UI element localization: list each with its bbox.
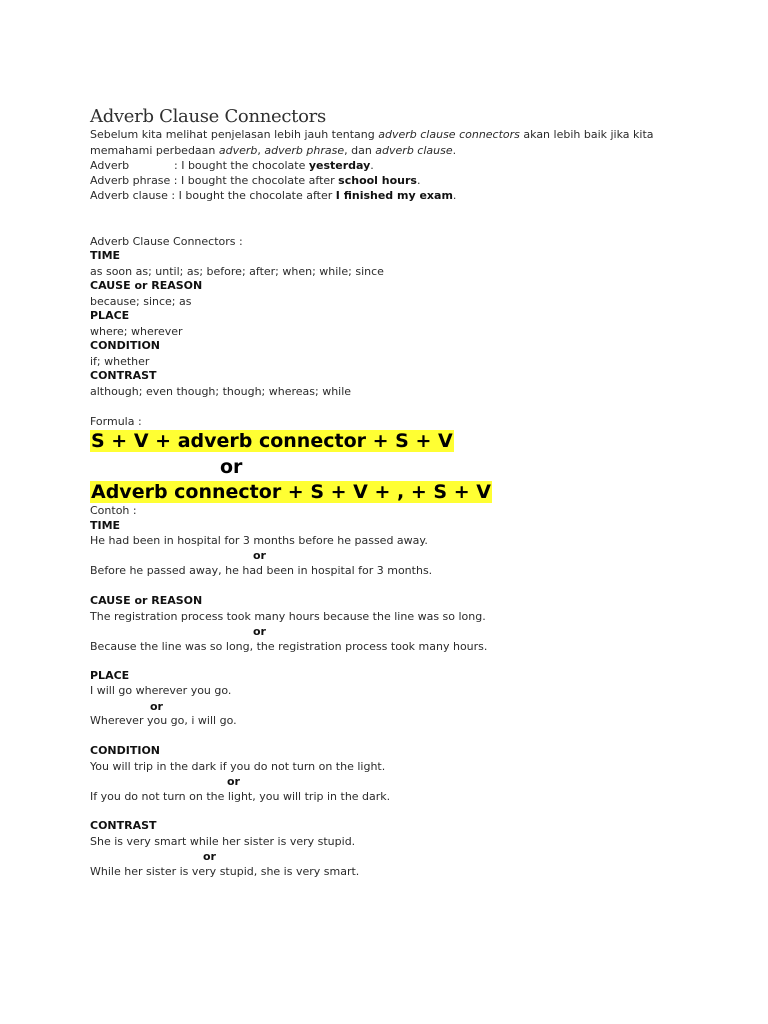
def-text: : I bought the chocolate <box>174 159 309 172</box>
example-s1-condition: You will trip in the dark if you do not turn on the light. <box>90 760 386 773</box>
example-s1-place: I will go wherever you go. <box>90 684 232 697</box>
intro-term: adverb clause connectors <box>378 128 520 141</box>
example-name-cause: CAUSE or REASON <box>90 594 203 607</box>
intro-line-2 <box>90 143 456 158</box>
example-s1-contrast: She is very smart while her sister is very stupid. <box>90 835 356 848</box>
connectors-heading: Adverb Clause Connectors : <box>90 235 243 248</box>
def-highlight: school hours <box>338 174 417 187</box>
def-text: . <box>452 189 457 202</box>
group-items-cause: because; since; as <box>90 295 192 308</box>
def-adverb-phrase <box>90 173 420 188</box>
intro-line-1 <box>90 127 654 142</box>
def-text: . <box>416 174 421 187</box>
intro-text: , dan <box>344 144 376 157</box>
group-items-time: as soon as; until; as; before; after; when; while; since <box>90 265 384 278</box>
def-label: Adverb <box>90 159 130 172</box>
formula-2 <box>90 480 492 504</box>
example-name-contrast: CONTRAST <box>90 819 157 832</box>
intro-text: Sebelum kita melihat penjelasan lebih jauh tentang <box>90 128 379 141</box>
example-s1-cause: The registration process took many hours because the line was so long. <box>90 610 486 623</box>
example-s2-place: Wherever you go, i will go. <box>90 714 237 727</box>
page-title: Adverb Clause Connectors <box>90 106 326 127</box>
example-or-place: or <box>150 700 163 713</box>
def-adverb <box>90 158 374 173</box>
intro-text: memahami perbedaan <box>90 144 219 157</box>
example-s2-condition: If you do not turn on the light, you will trip in the dark. <box>90 790 391 803</box>
group-name-time: TIME <box>90 249 121 262</box>
group-name-place: PLACE <box>90 309 130 322</box>
example-or-time: or <box>253 549 266 562</box>
formula-or: or <box>220 456 243 478</box>
formula-1-text: S + V + adverb connector + S + V <box>91 430 453 452</box>
def-highlight: yesterday <box>308 159 371 172</box>
example-or-contrast: or <box>203 850 216 863</box>
example-s2-contrast: While her sister is very stupid, she is very smart. <box>90 865 360 878</box>
example-s2-cause: Because the line was so long, the registration process took many hours. <box>90 640 488 653</box>
def-text: . <box>370 159 374 172</box>
def-text: : I bought the chocolate after <box>167 189 336 202</box>
group-name-contrast: CONTRAST <box>90 369 157 382</box>
formula-1 <box>90 429 454 453</box>
intro-term: adverb clause <box>375 144 453 157</box>
intro-term: adverb phrase <box>264 144 345 157</box>
intro-term: adverb <box>218 144 258 157</box>
example-or-cause: or <box>253 625 266 638</box>
def-label: Adverb phrase <box>90 174 171 187</box>
group-name-condition: CONDITION <box>90 339 161 352</box>
def-adverb-clause <box>90 188 456 203</box>
intro-text: , <box>257 144 265 157</box>
def-highlight: I finished my exam <box>335 189 453 202</box>
example-s1-time: He had been in hospital for 3 months before he passed away. <box>90 534 428 547</box>
formula-label: Formula : <box>90 415 142 428</box>
example-name-condition: CONDITION <box>90 744 161 757</box>
intro-text: akan lebih baik jika kita <box>519 128 654 141</box>
intro-text: . <box>452 144 457 157</box>
group-name-cause: CAUSE or REASON <box>90 279 203 292</box>
group-items-condition: if; whether <box>90 355 150 368</box>
formula-2-text: Adverb connector + S + V + , + S + V <box>91 481 491 503</box>
examples-label: Contoh : <box>90 504 137 517</box>
example-s2-time: Before he passed away, he had been in hospital for 3 months. <box>90 564 433 577</box>
group-items-contrast: although; even though; though; whereas; while <box>90 385 352 398</box>
group-items-place: where; wherever <box>90 325 183 338</box>
def-label: Adverb clause <box>90 189 168 202</box>
example-or-condition: or <box>227 775 240 788</box>
def-text: : I bought the chocolate after <box>170 174 339 187</box>
example-name-place: PLACE <box>90 669 130 682</box>
example-name-time: TIME <box>90 519 121 532</box>
